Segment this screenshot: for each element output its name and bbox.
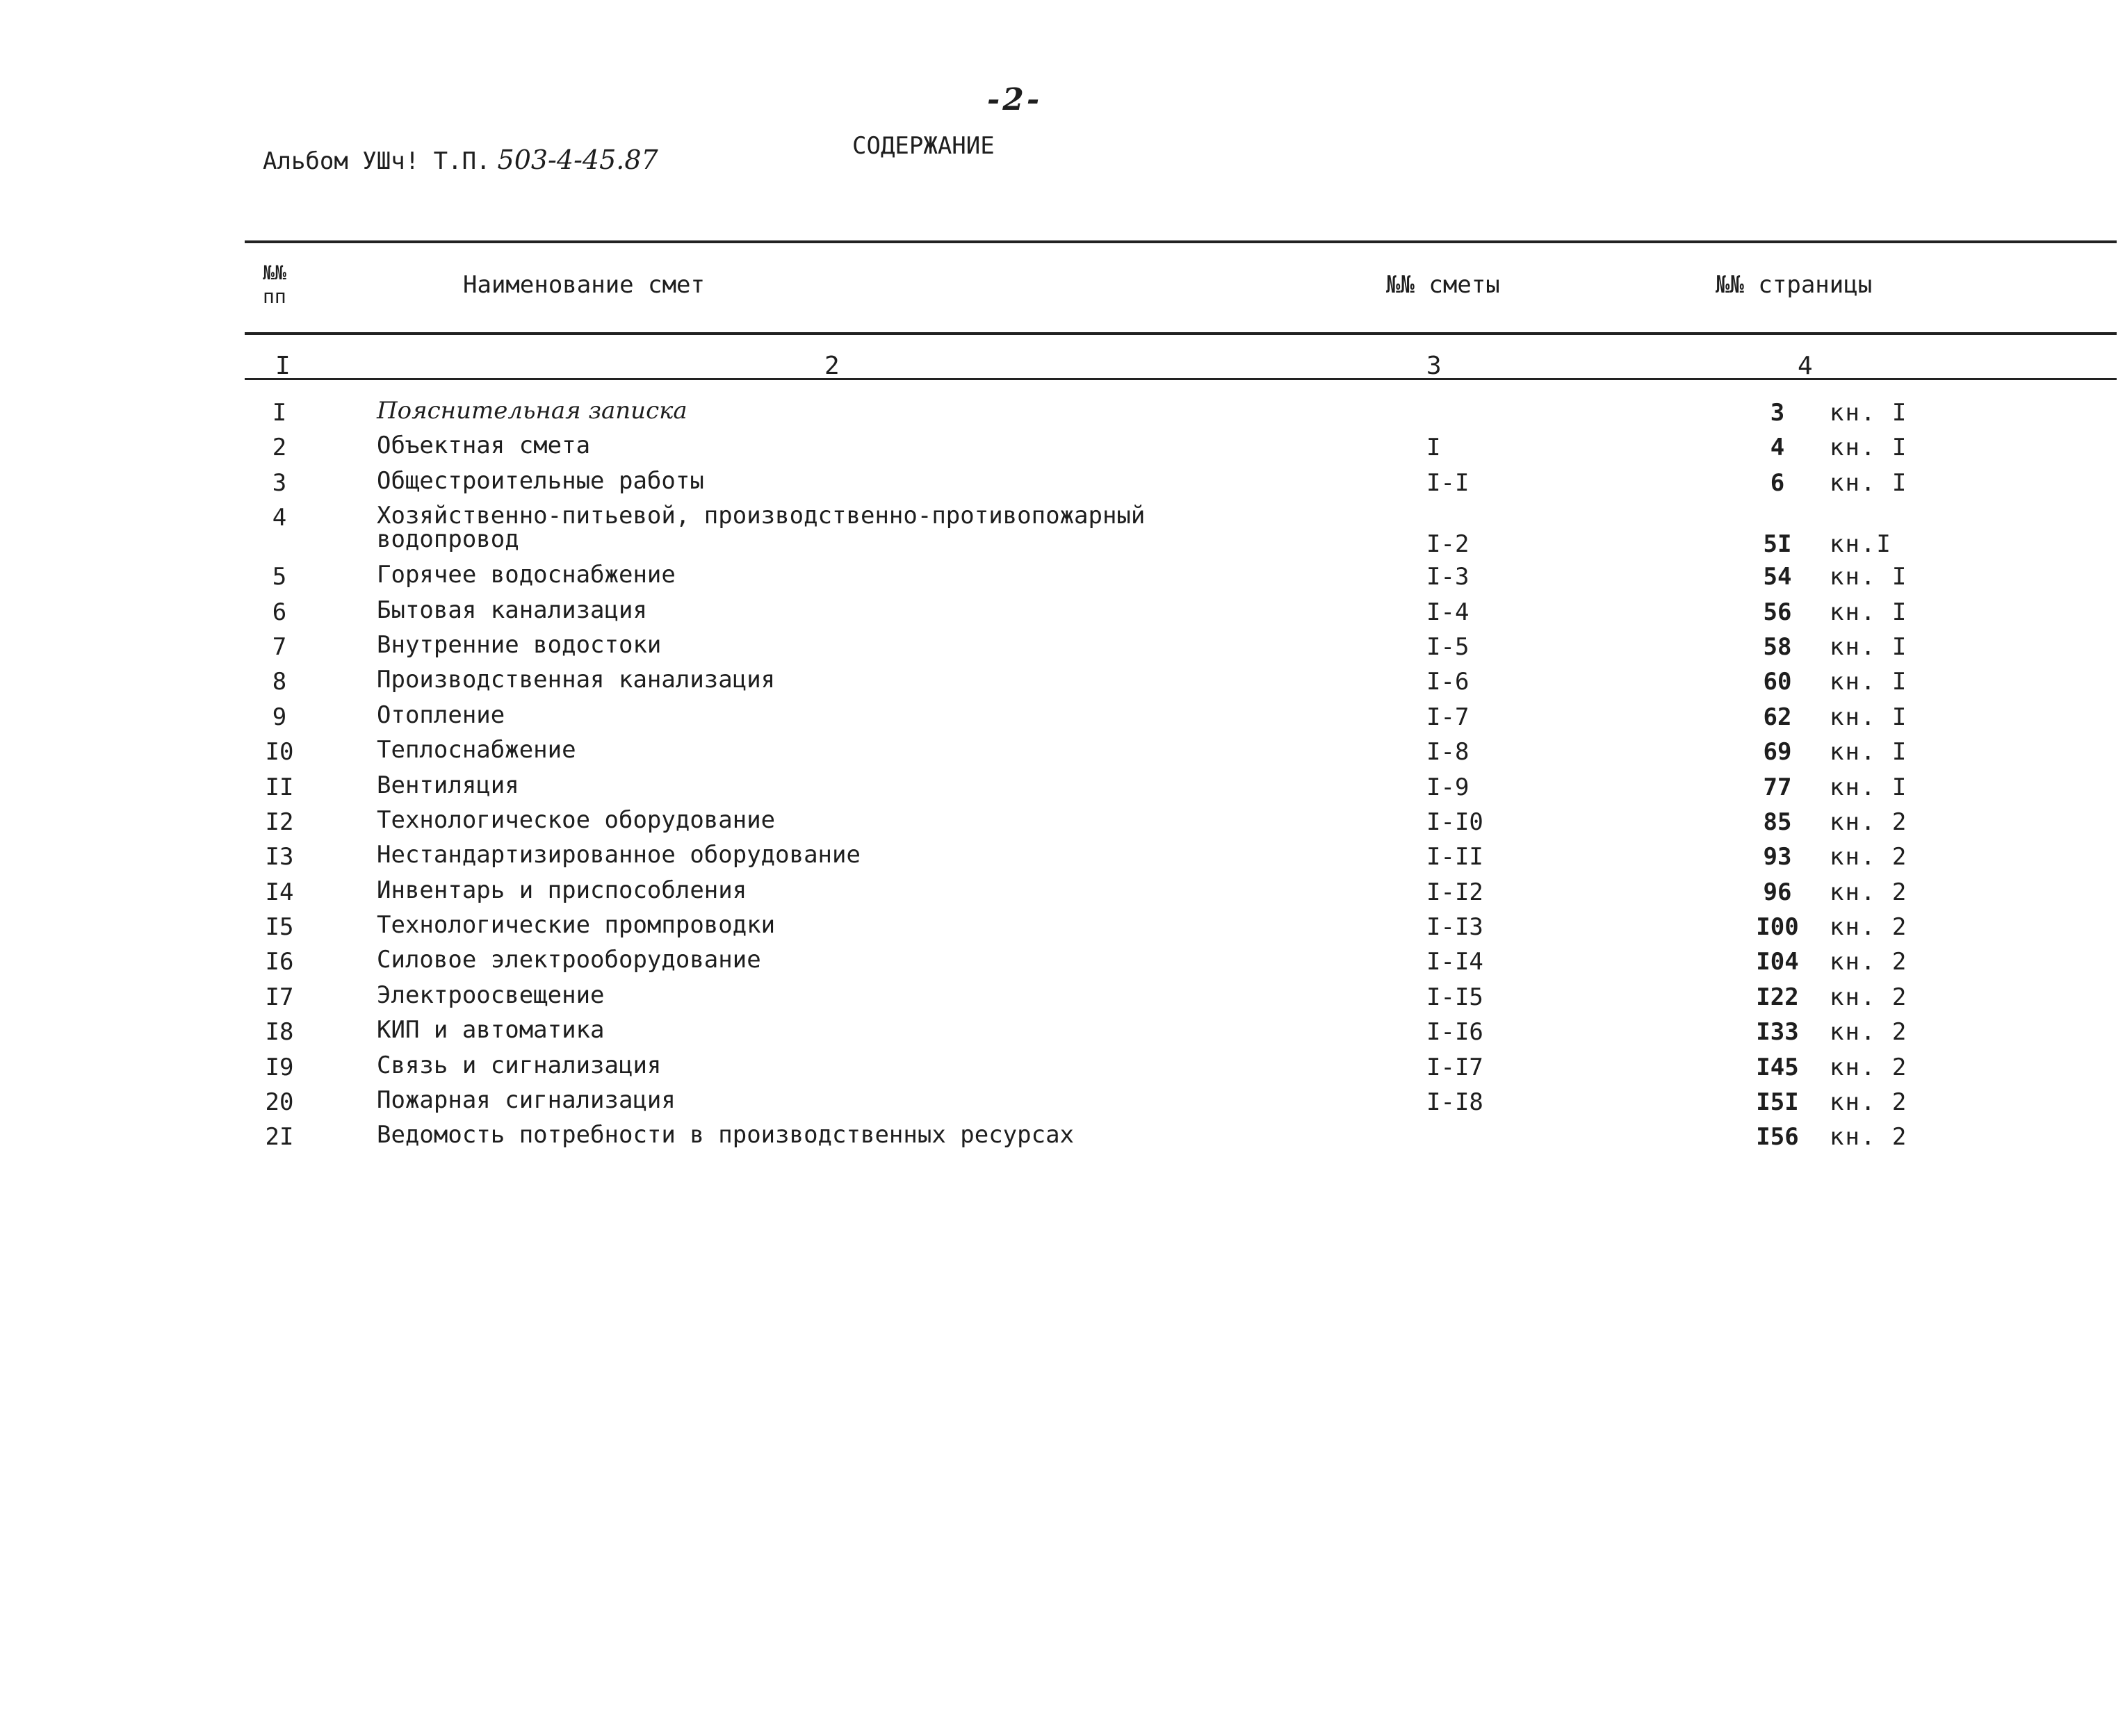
table-row — [0, 504, 2125, 563]
header-name: Наименование смет — [463, 271, 705, 299]
row-name-line: Внутренние водостоки — [377, 630, 662, 659]
row-name — [377, 878, 747, 902]
row-smeta-number: I-I5 — [1426, 983, 1483, 1011]
table-row — [0, 913, 2125, 948]
row-name-line: Силовое электрооборудование — [377, 946, 761, 974]
column-number-1: I — [275, 352, 291, 380]
row-page-number: 69 — [1763, 738, 1792, 767]
row-name — [377, 432, 591, 460]
row-number: I7 — [265, 983, 294, 1011]
row-book: кн. I — [1830, 668, 1908, 696]
row-smeta-number: I-7 — [1426, 703, 1469, 731]
row-book: кн. 2 — [1830, 843, 1908, 871]
row-name — [377, 773, 519, 797]
row-page-number: 62 — [1763, 703, 1792, 731]
row-smeta-number: I-8 — [1426, 738, 1469, 767]
table-row — [0, 1123, 2125, 1158]
header-page-number: №№ страницы — [1716, 271, 1873, 299]
row-name-line: Пожарная сигнализация — [377, 1086, 676, 1115]
row-number: 3 — [272, 468, 287, 497]
table-row — [0, 738, 2125, 773]
table-header-rule — [245, 332, 2117, 335]
row-name-line: Теплоснабжение — [377, 736, 576, 764]
row-name — [377, 843, 861, 867]
row-smeta-number: I-9 — [1426, 773, 1469, 801]
row-name — [377, 598, 647, 622]
row-book: кн. I — [1830, 632, 1908, 661]
row-number: I4 — [265, 878, 294, 906]
row-name-line: Технологическое оборудование — [377, 805, 776, 834]
album-code: 503-4-45.87 — [497, 145, 658, 175]
row-page-number: 60 — [1763, 668, 1792, 696]
row-page-number: I45 — [1756, 1053, 1799, 1081]
table-row — [0, 1088, 2125, 1123]
row-page-number: I22 — [1756, 983, 1799, 1011]
row-name-line: Отопление — [377, 701, 505, 729]
row-book: кн. 2 — [1830, 1018, 1908, 1047]
row-smeta-number: I-I3 — [1426, 913, 1483, 942]
row-smeta-number: I-I7 — [1426, 1053, 1483, 1081]
header-pp-line1: №№ — [263, 261, 286, 284]
table-row — [0, 948, 2125, 983]
row-name-line: водопровод — [377, 525, 519, 554]
row-book: кн. I — [1830, 598, 1908, 626]
row-smeta-number: I-6 — [1426, 668, 1469, 696]
row-name-line: Инвентарь и приспособления — [377, 876, 747, 904]
row-page-number: I00 — [1756, 913, 1799, 942]
header-pp-line2: пп — [263, 285, 286, 308]
table-row — [0, 630, 2125, 668]
row-name-line: Общестроительные работы — [377, 466, 704, 495]
row-name — [377, 805, 776, 834]
row-number: I6 — [265, 948, 294, 976]
row-page-number: 85 — [1763, 808, 1792, 836]
table-row — [0, 773, 2125, 808]
row-book: кн. 2 — [1830, 913, 1908, 942]
table-top-rule — [245, 240, 2117, 243]
table-row — [0, 1018, 2125, 1053]
row-page-number: 56 — [1763, 598, 1792, 626]
row-page-number: I04 — [1756, 948, 1799, 976]
table-row — [0, 668, 2125, 703]
row-name-line: Производственная канализация — [377, 666, 776, 694]
table-row — [0, 563, 2125, 598]
row-number: 9 — [272, 703, 287, 731]
row-book: кн. I — [1830, 703, 1908, 731]
row-book: кн.I — [1830, 530, 1892, 559]
row-name-line: Пояснительная записка — [377, 397, 687, 425]
row-page-number: 4 — [1770, 434, 1785, 462]
row-smeta-number: I-I0 — [1426, 808, 1483, 836]
row-book: кн. 2 — [1830, 1088, 1908, 1117]
row-number: 8 — [272, 668, 287, 696]
table-row — [0, 703, 2125, 738]
row-page-number: I5I — [1756, 1088, 1799, 1117]
row-smeta-number: I — [1426, 434, 1441, 462]
row-number: 5 — [272, 563, 287, 591]
row-name-line: КИП и автоматика — [377, 1016, 605, 1045]
row-book: кн. I — [1830, 468, 1908, 497]
row-number: I — [272, 399, 287, 427]
column-number-3: 3 — [1426, 352, 1442, 380]
row-smeta-number: I-2 — [1426, 530, 1469, 559]
album-reference — [263, 145, 658, 175]
row-name-line: Ведомость потребности в производственных ресурсах — [377, 1121, 1075, 1149]
row-number: 4 — [272, 504, 287, 532]
row-number: I2 — [265, 808, 294, 836]
table-row — [0, 805, 2125, 843]
row-smeta-number: I-I4 — [1426, 948, 1483, 976]
document-title: СОДЕРЖАНИЕ — [852, 132, 995, 160]
table-row — [0, 434, 2125, 468]
row-smeta-number: I-5 — [1426, 632, 1469, 661]
row-name-line: Нестандартизированное оборудование — [377, 841, 861, 869]
table-row — [0, 1051, 2125, 1088]
row-number: 7 — [272, 632, 287, 661]
row-number: 2I — [265, 1123, 294, 1152]
row-number: 6 — [272, 598, 287, 626]
row-book: кн. 2 — [1830, 948, 1908, 976]
row-book: кн. I — [1830, 773, 1908, 801]
row-name-line: Технологические промпроводки — [377, 911, 776, 940]
album-label: Альбом УШч! Т.П. — [263, 147, 491, 175]
header-smeta-number: №№ сметы — [1386, 271, 1500, 299]
row-name — [377, 666, 776, 694]
row-name — [377, 399, 687, 423]
row-page-number: 58 — [1763, 632, 1792, 661]
row-name — [377, 1051, 662, 1079]
row-name-line: Хозяйственно-питьевой, производственно-противопожарный — [377, 502, 1146, 530]
row-name-line: Горячее водоснабжение — [377, 561, 676, 589]
row-name — [377, 563, 676, 587]
row-name-line: Объектная смета — [377, 432, 591, 460]
table-row — [0, 399, 2125, 434]
row-page-number: 3 — [1770, 399, 1785, 427]
row-name — [377, 1086, 676, 1115]
row-page-number: 77 — [1763, 773, 1792, 801]
row-smeta-number: I-I2 — [1426, 878, 1483, 906]
column-numbers-rule — [245, 378, 2117, 380]
column-number-4: 4 — [1798, 352, 1813, 380]
row-number: 2 — [272, 434, 287, 462]
row-number: II — [265, 773, 294, 801]
column-number-2: 2 — [824, 352, 840, 380]
row-smeta-number: I-I6 — [1426, 1018, 1483, 1047]
table-row — [0, 598, 2125, 633]
page-number: -2- — [987, 82, 1043, 117]
row-number: I0 — [265, 738, 294, 767]
row-smeta-number: I-I — [1426, 468, 1469, 497]
row-smeta-number: I-3 — [1426, 563, 1469, 591]
row-name-line: Электроосвещение — [377, 981, 605, 1009]
row-name — [377, 911, 776, 940]
row-page-number: 96 — [1763, 878, 1792, 906]
row-page-number: 5I — [1763, 530, 1792, 559]
row-name — [377, 1123, 1074, 1147]
row-name-line: Бытовая канализация — [377, 596, 647, 624]
row-page-number: 54 — [1763, 563, 1792, 591]
row-number: I8 — [265, 1018, 294, 1047]
row-name — [377, 948, 761, 972]
table-row — [0, 843, 2125, 878]
row-book: кн. I — [1830, 563, 1908, 591]
row-name — [377, 703, 505, 727]
row-smeta-number: I-I8 — [1426, 1088, 1483, 1117]
row-book: кн. I — [1830, 738, 1908, 767]
row-name-line: Вентиляция — [377, 771, 519, 799]
row-name — [377, 983, 605, 1007]
table-row — [0, 878, 2125, 913]
row-name — [377, 738, 576, 762]
row-smeta-number: I-II — [1426, 843, 1483, 871]
row-book: кн. 2 — [1830, 983, 1908, 1011]
row-number: I3 — [265, 843, 294, 871]
row-name-line: Связь и сигнализация — [377, 1051, 662, 1079]
row-smeta-number: I-4 — [1426, 598, 1469, 626]
row-number: 20 — [265, 1088, 294, 1117]
row-book: кн. 2 — [1830, 878, 1908, 906]
row-number: I5 — [265, 913, 294, 942]
table-body — [0, 399, 2125, 1158]
header-pp — [263, 261, 286, 309]
table-row — [0, 466, 2125, 504]
table-row — [0, 983, 2125, 1018]
row-book: кн. I — [1830, 434, 1908, 462]
row-page-number: 6 — [1770, 468, 1785, 497]
row-book: кн. 2 — [1830, 1123, 1908, 1152]
row-page-number: I56 — [1756, 1123, 1799, 1152]
row-number: I9 — [265, 1053, 294, 1081]
row-name — [377, 1016, 605, 1045]
row-book: кн. 2 — [1830, 808, 1908, 836]
row-name — [377, 630, 662, 659]
row-name — [377, 466, 704, 495]
row-page-number: I33 — [1756, 1018, 1799, 1047]
row-book: кн. 2 — [1830, 1053, 1908, 1081]
row-page-number: 93 — [1763, 843, 1792, 871]
row-book: кн. I — [1830, 399, 1908, 427]
row-name — [377, 502, 1146, 554]
